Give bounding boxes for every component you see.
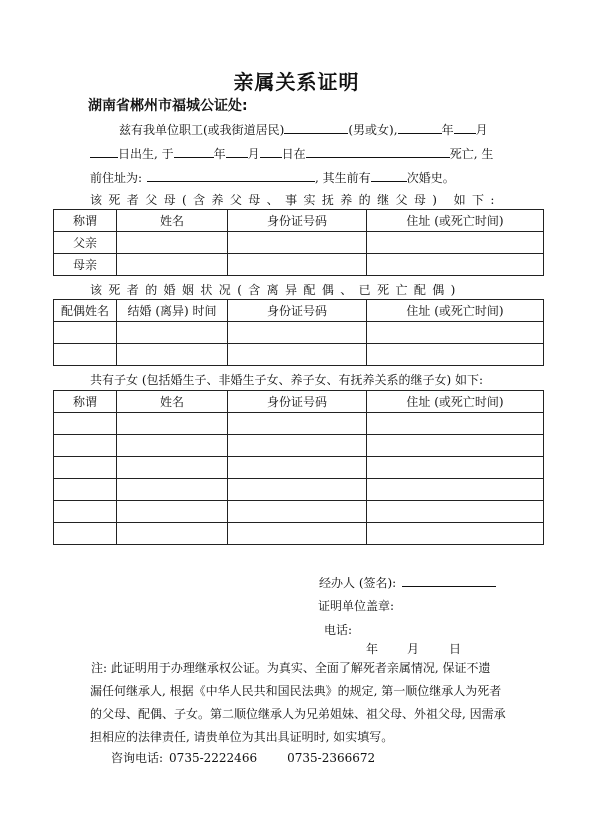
contact-phone-2: 0735-2366672 bbox=[287, 751, 376, 765]
table-cell[interactable] bbox=[117, 457, 228, 479]
intro-text: , 其生前有 bbox=[315, 171, 371, 185]
table-cell[interactable] bbox=[117, 413, 228, 435]
contact-phone-1: 0735-2222466 bbox=[169, 751, 258, 765]
table-cell[interactable] bbox=[54, 523, 117, 545]
table-cell[interactable] bbox=[367, 435, 544, 457]
table-cell[interactable] bbox=[228, 344, 367, 366]
parents-heading: 该死者父母(含养父母、事实抚养的继父母) 如下: bbox=[90, 193, 501, 207]
table-row bbox=[54, 457, 544, 479]
header-cell: 住址 (或死亡时间) bbox=[367, 300, 544, 322]
spouse-heading: 该死者的婚姻状况(含离异配偶、已死亡配偶) bbox=[90, 283, 462, 297]
table-cell[interactable] bbox=[117, 435, 228, 457]
table-row bbox=[54, 413, 544, 435]
table-cell[interactable] bbox=[54, 344, 117, 366]
date-month: 月 bbox=[407, 642, 420, 656]
phone-label: 电话: bbox=[324, 623, 353, 637]
header-cell: 住址 (或死亡时间) bbox=[367, 210, 544, 232]
birth-month-blank[interactable] bbox=[454, 122, 476, 134]
death-place-blank[interactable] bbox=[306, 146, 450, 158]
note-line-2: 漏任何继承人, 根据《中华人民共和国民法典》的规定, 第一顺位继承人为死者 bbox=[90, 684, 502, 698]
table-header-row bbox=[54, 391, 544, 413]
table-row bbox=[54, 344, 544, 366]
header-cell: 称谓 bbox=[54, 210, 117, 232]
intro-text: 兹有我单位职工(或我街道居民) bbox=[119, 123, 285, 137]
intro-text: 月 bbox=[247, 147, 260, 161]
header-cell: 称谓 bbox=[54, 391, 117, 413]
table-row bbox=[54, 479, 544, 501]
intro-text: 年 bbox=[213, 147, 226, 161]
intro-line-3 bbox=[90, 170, 455, 186]
table-cell[interactable] bbox=[228, 413, 367, 435]
spouse-table bbox=[53, 299, 544, 366]
table-cell[interactable] bbox=[117, 501, 228, 523]
handler-label: 经办人 (签名): bbox=[319, 576, 397, 590]
date-year: 年 bbox=[366, 642, 379, 656]
table-row bbox=[54, 501, 544, 523]
birth-day-blank[interactable] bbox=[90, 146, 118, 158]
table-cell[interactable] bbox=[367, 413, 544, 435]
table-cell[interactable] bbox=[117, 254, 228, 276]
table-cell[interactable] bbox=[117, 322, 228, 344]
table-cell[interactable] bbox=[367, 322, 544, 344]
header-cell: 身份证号码 bbox=[228, 210, 367, 232]
note-line-1: 注: 此证明用于办理继承权公证。为真实、全面了解死者亲属情况, 保证不遗 bbox=[91, 661, 491, 675]
address-blank[interactable] bbox=[147, 170, 315, 182]
handler-signature-blank[interactable] bbox=[402, 575, 496, 587]
table-cell[interactable] bbox=[54, 457, 117, 479]
intro-text: 日在 bbox=[281, 147, 306, 161]
table-cell[interactable] bbox=[228, 457, 367, 479]
table-row bbox=[54, 435, 544, 457]
header-cell: 姓名 bbox=[117, 210, 228, 232]
note-line-4: 担相应的法律责任, 请贵单位为其出具证明时, 如实填写。 bbox=[90, 730, 394, 744]
marriage-count-blank[interactable] bbox=[371, 170, 407, 182]
table-cell[interactable] bbox=[117, 232, 228, 254]
row-label: 母亲 bbox=[54, 254, 117, 276]
table-cell[interactable] bbox=[228, 322, 367, 344]
table-row bbox=[54, 254, 544, 276]
table-cell[interactable] bbox=[228, 232, 367, 254]
intro-text: 死亡, 生 bbox=[449, 147, 494, 161]
table-cell[interactable] bbox=[54, 435, 117, 457]
date-day: 日 bbox=[449, 642, 462, 656]
seal-label: 证明单位盖章: bbox=[318, 599, 395, 613]
name-blank[interactable] bbox=[284, 122, 348, 134]
intro-text: 年 bbox=[441, 123, 454, 137]
table-cell[interactable] bbox=[367, 254, 544, 276]
parents-table bbox=[53, 209, 544, 276]
table-row bbox=[54, 322, 544, 344]
header-cell: 身份证号码 bbox=[228, 300, 367, 322]
table-cell[interactable] bbox=[228, 501, 367, 523]
table-cell[interactable] bbox=[228, 523, 367, 545]
contact-line bbox=[111, 749, 375, 766]
table-header-row bbox=[54, 300, 544, 322]
table-cell[interactable] bbox=[228, 254, 367, 276]
table-cell[interactable] bbox=[367, 501, 544, 523]
note-line-3: 的父母、配偶、子女。第二顺位继承人为兄弟姐妹、祖父母、外祖父母, 因需承 bbox=[90, 707, 506, 721]
table-row bbox=[54, 232, 544, 254]
addressee: 湖南省郴州市福城公证处: bbox=[88, 98, 248, 114]
table-cell[interactable] bbox=[228, 435, 367, 457]
intro-text: 日出生, 于 bbox=[118, 147, 174, 161]
table-cell[interactable] bbox=[367, 523, 544, 545]
intro-text: 月 bbox=[475, 123, 488, 137]
table-cell[interactable] bbox=[117, 523, 228, 545]
table-cell[interactable] bbox=[54, 501, 117, 523]
header-cell: 姓名 bbox=[117, 391, 228, 413]
children-heading: 共有子女 (包括婚生子、非婚生子女、养子女、有抚养关系的继子女) 如下: bbox=[90, 373, 484, 387]
table-cell[interactable] bbox=[228, 479, 367, 501]
header-cell: 身份证号码 bbox=[228, 391, 367, 413]
document-title: 亲属关系证明 bbox=[233, 70, 360, 94]
table-header-row bbox=[54, 210, 544, 232]
death-day-blank[interactable] bbox=[260, 146, 282, 158]
table-cell[interactable] bbox=[54, 413, 117, 435]
contact-label: 咨询电话: bbox=[111, 751, 164, 765]
table-cell[interactable] bbox=[367, 457, 544, 479]
table-cell[interactable] bbox=[367, 344, 544, 366]
table-cell[interactable] bbox=[367, 479, 544, 501]
intro-line-2 bbox=[90, 146, 493, 162]
table-cell[interactable] bbox=[367, 232, 544, 254]
intro-text: 前住址为: bbox=[90, 171, 143, 185]
table-cell[interactable] bbox=[117, 479, 228, 501]
birth-year-blank[interactable] bbox=[398, 122, 442, 134]
header-cell: 住址 (或死亡时间) bbox=[367, 391, 544, 413]
intro-text: 次婚史。 bbox=[406, 171, 455, 185]
row-label: 父亲 bbox=[54, 232, 117, 254]
table-cell[interactable] bbox=[54, 322, 117, 344]
header-cell: 结婚 (离异) 时间 bbox=[117, 300, 228, 322]
death-month-blank[interactable] bbox=[226, 146, 248, 158]
death-year-blank[interactable] bbox=[174, 146, 214, 158]
table-row bbox=[54, 523, 544, 545]
table-cell[interactable] bbox=[117, 344, 228, 366]
children-table bbox=[53, 390, 544, 545]
handler-signature bbox=[319, 574, 496, 591]
intro-text: (男或女), bbox=[348, 123, 398, 137]
intro-line-1 bbox=[119, 122, 488, 138]
header-cell: 配偶姓名 bbox=[54, 300, 117, 322]
table-cell[interactable] bbox=[54, 479, 117, 501]
